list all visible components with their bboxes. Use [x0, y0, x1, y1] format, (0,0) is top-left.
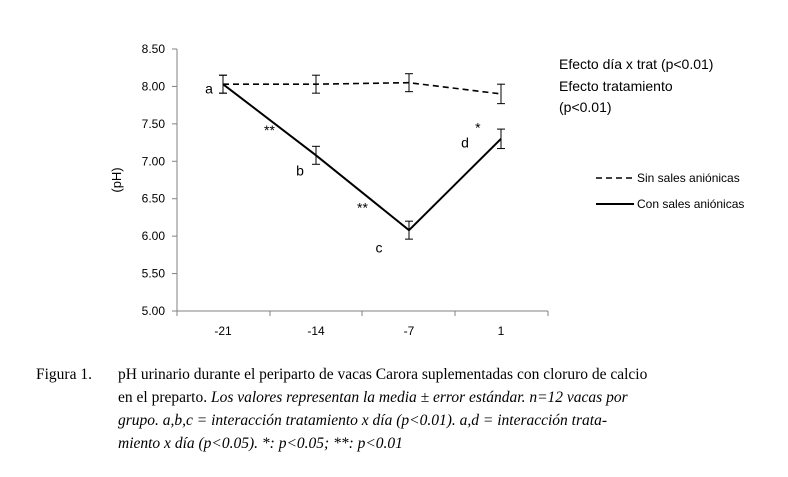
y-tick-label: 5.50 [141, 266, 165, 281]
caption-line-4: miento x día (p<0.05). *: p<0.05; **: p<0.01 [118, 435, 403, 452]
point-label: c [375, 239, 383, 256]
annotation-line-3: (p<0.01) [559, 99, 612, 115]
point-label: ** [264, 121, 275, 138]
x-tick-label: -14 [307, 324, 325, 338]
y-tick-label: 5.00 [141, 304, 165, 318]
caption-line-2-plain: en el preparto. [118, 389, 211, 406]
annotation-line-2: Efecto tratamiento [559, 78, 673, 94]
point-label: ** [357, 199, 368, 216]
legend-label-sin: Sin sales aniónicas [637, 171, 740, 185]
y-axis-label: (pH) [109, 167, 124, 193]
y-axis [142, 42, 177, 318]
y-tick-label: 6.00 [141, 229, 165, 244]
point-label: b [296, 162, 304, 179]
point-label: d [461, 134, 469, 151]
y-tick-label: 6.50 [141, 191, 165, 206]
series-line-0 [223, 83, 501, 94]
point-labels [205, 81, 481, 256]
caption-line-1: pH urinario durante el periparto de vacas Carora suplementadas con cloruro de calcio [118, 366, 648, 383]
effects-annotation [559, 56, 713, 115]
point-label: * [475, 119, 481, 136]
x-tick-label: -7 [403, 324, 415, 338]
caption-line-3: grupo. a,b,c = interacción tratamiento x día (p<0.01). a,d = interacción trata- [118, 412, 607, 429]
caption-line-2 [118, 386, 771, 409]
caption-line-2-italic: Los valores representan la media ± error estándar. n=12 vacas por [210, 389, 628, 406]
figure-caption [36, 363, 771, 455]
y-tick-label: 8.00 [141, 79, 165, 94]
x-tick-label: -21 [214, 324, 232, 338]
point-label: a [205, 80, 213, 97]
legend [596, 171, 744, 211]
caption-body [118, 363, 771, 455]
y-tick-label: 7.50 [141, 116, 165, 131]
x-axis [177, 311, 548, 338]
y-tick-label: 7.00 [141, 154, 165, 169]
annotation-line-1: Efecto día x trat (p<0.01) [559, 56, 714, 72]
legend-label-con: Con sales aniónicas [637, 197, 745, 211]
figure-number: Figura 1. [36, 366, 92, 383]
x-tick-label: 1 [497, 324, 505, 338]
y-tick-label: 8.50 [141, 42, 165, 56]
